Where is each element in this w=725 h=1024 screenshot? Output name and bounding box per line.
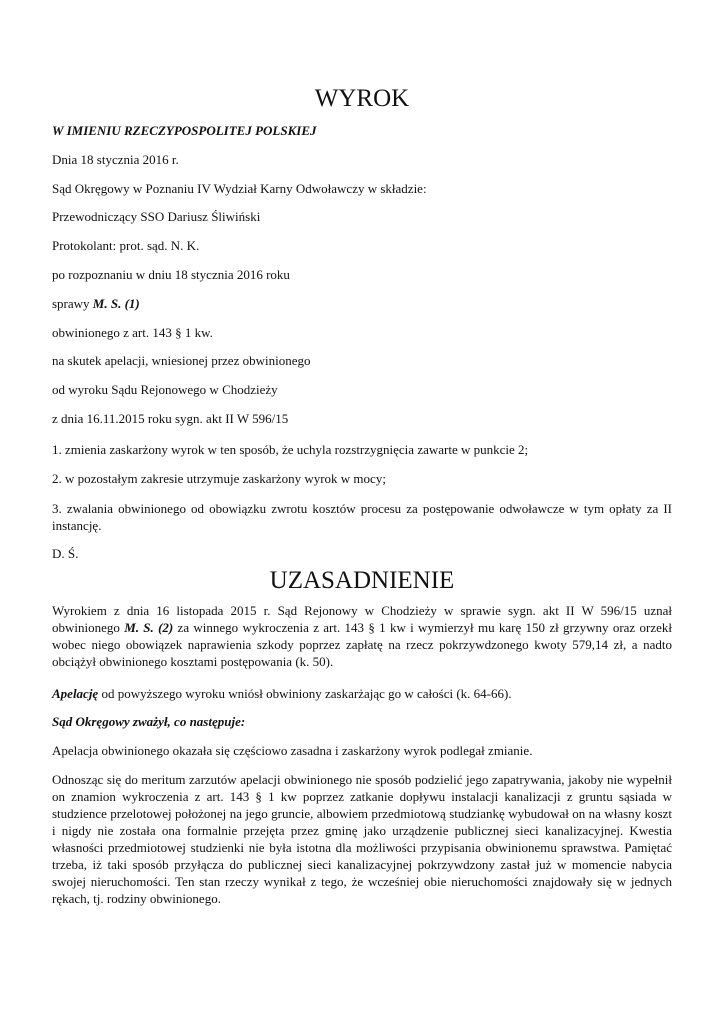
judgment-date-line: z dnia 16.11.2015 roku sygn. akt II W 596/15	[52, 411, 289, 426]
charge-line: obwinionego z art. 143 § 1 kw.	[52, 325, 213, 340]
clerk-line: Protokolant: prot. sąd. N. K.	[52, 238, 200, 253]
signature: D. Ś.	[52, 546, 79, 561]
case-line	[52, 295, 672, 312]
justification-title: UZASADNIENIE	[269, 567, 455, 594]
case-prefix: sprawy	[52, 296, 93, 311]
paragraph-text: Wyrokiem z dnia 16 listopada 2015 r. Sąd Rejonowy w Chodzieży w sprawie sygn. akt II W 596/15 uznał obwinionego	[52, 603, 672, 635]
court-considered-heading: Sąd Okręgowy zważył, co następuje:	[52, 714, 246, 729]
court-line: Sąd Okręgowy w Poznaniu IV Wydział Karny Odwoławczy w składzie:	[52, 181, 427, 196]
appeal-line: na skutek apelacji, wniesionej przez obwinionego	[52, 353, 311, 368]
from-judgment-line: od wyroku Sądu Rejonowego w Chodzieży	[52, 382, 278, 397]
assessment-paragraph: Apelacja obwinionego okazała się częściowo zasadna i zaskarżony wyrok podlegał zmianie.	[52, 743, 533, 758]
case-party-name: M. S. (1)	[92, 296, 140, 311]
ruling-item: 3. zwalania obwinionego od obowiązku zwrotu kosztów procesu za postępowanie odwoławcze w tym opłaty za II instancję.	[52, 501, 672, 533]
ruling-item: 2. w pozostałym zakresie utrzymuje zaskarżony wyrok w mocy;	[52, 471, 386, 486]
ruling-item: 1. zmienia zaskarżony wyrok w ten sposób, że uchyla rozstrzygnięcia zawarte w punkcie 2;	[52, 442, 529, 457]
chair-line: Przewodniczący SSO Dariusz Śliwiński	[52, 209, 261, 224]
appeal-paragraph	[52, 685, 672, 702]
paragraph-text: od powyższego wyroku wniósł obwiniony zaskarżając go w całości (k. 64-66).	[98, 686, 512, 701]
review-line: po rozpoznaniu w dniu 18 stycznia 2016 roku	[52, 267, 290, 282]
heading: W IMIENIU RZECZYPOSPOLITEJ POLSKIEJ	[52, 123, 317, 138]
paragraph-text: za winnego wykroczenia z art. 143 § 1 kw i wymierzył mu karę 150 zł grzywny oraz orzekł wobec niego obowiązek naprawienia szkody poprzez zapłatę na rzecz pokrzywdzonego kwoty 579,14 zł, a nadto obciążył obwinionego kosztami postępowania (k. 50).	[52, 620, 672, 669]
date-line: Dnia 18 stycznia 2016 r.	[52, 152, 179, 167]
merits-paragraph: Odnosząc się do meritum zarzutów apelacji obwinionego nie sposób podzielić jego zapatrywania, jakoby nie wypełnił on znamion wykroczenia z art. 143 § 1 kw poprzez zatkanie dopływu instalacji kanalizacji z gruntu sąsiada w studzience przelotowej położonej na jego gruncie, albowiem przedmiotową studziankę wybudował on na własny koszt i nigdy nie została ona formalnie przejęta przez gminę jako urządzenie publicznej sieci kanalizacyjnej. Kwestia własności przedmiotowej studzienki nie była istotna dla możliwości przypisania obwinionemu sprawstwa. Pamiętać trzeba, iż taki sposób przyłącza do publicznej sieci kanalizacyjnej pokrzywdzony zastał już w momencie nabycia swojej nieruchomości. Ten stan rzeczy wynikał z tego, że wcześniej obie nieruchomości znajdowały się w jednych rękach, tj. rodziny obwinionego.	[52, 772, 672, 906]
justification-paragraph	[52, 602, 672, 670]
appeal-emphasis: Apelację	[52, 686, 99, 701]
party-name: M. S. (2)	[124, 620, 174, 635]
document-title: WYROK	[314, 85, 410, 112]
